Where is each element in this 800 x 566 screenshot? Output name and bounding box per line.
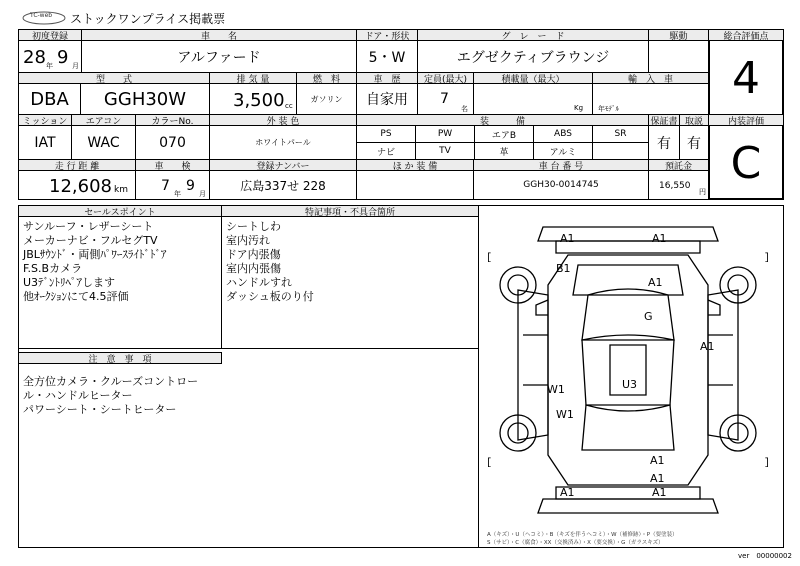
model-year-label: 年ﾓﾃﾞﾙ: [598, 105, 619, 113]
note-item: 室内内張傷: [226, 262, 281, 275]
plate-value: 広島337せ 228: [209, 170, 357, 200]
notes-list: [226, 220, 314, 304]
aircon-value: WAC: [71, 125, 136, 160]
label-aircon: エアコン: [71, 114, 136, 126]
logo: [22, 10, 66, 24]
label-warranty: 保証書: [648, 114, 680, 126]
equip-abs: ABS: [533, 125, 593, 143]
damage-mark: A1: [652, 486, 667, 499]
reg-date-cell: [18, 40, 82, 73]
label-notes: 特記事項・不具合箇所: [221, 205, 479, 217]
caution-item: パワーシート・シートヒーター: [23, 403, 177, 416]
insp-month: 9: [186, 178, 195, 194]
kg-unit: Kg: [574, 104, 584, 112]
label-other-equip: ほ か 装 備: [356, 159, 474, 171]
damage-mark: U3: [622, 378, 638, 391]
damage-mark: A1: [560, 486, 575, 499]
yen-unit: 円: [699, 188, 706, 196]
label-engine: 排 気 量: [209, 72, 297, 84]
damage-mark: A1: [700, 340, 715, 353]
label-door: ドア・形状: [356, 29, 418, 41]
equip-airbag: エアB: [474, 125, 534, 143]
reg-year: 28: [23, 47, 46, 68]
cc-unit: cc: [285, 102, 293, 110]
label-capacity: 定員(最大): [417, 72, 474, 84]
svg-text:[: [: [486, 253, 493, 264]
note-item: ダッシュ板のり付: [226, 290, 314, 303]
label-caution: 注 意 事 項: [18, 352, 222, 364]
displacement: 3,500: [233, 90, 285, 111]
mileage-cell: [18, 170, 136, 200]
capacity-value: 7: [440, 91, 449, 107]
car-name: アルファード: [81, 40, 357, 73]
label-inspection: 車 検: [135, 159, 210, 171]
color-no-value: 070: [135, 125, 210, 160]
caution-item: 全方位カメラ・クルーズコントロー: [23, 375, 199, 388]
month-unit: 月: [72, 62, 79, 70]
damage-mark: A1: [652, 232, 667, 245]
year-unit: 年: [46, 62, 53, 70]
equip-sr: SR: [592, 125, 649, 143]
damage-mark: A1: [560, 232, 575, 245]
label-overall: 総合評価点: [708, 29, 784, 41]
drive-value: [648, 40, 709, 73]
legend-line: S（サビ）・C（腐食）・XX（交換済み）・X（要交換）・G（ガラスキズ）: [487, 540, 664, 546]
mission-value: IAT: [18, 125, 72, 160]
label-mission: ミッション: [18, 114, 72, 126]
label-name: 車 名: [81, 29, 357, 41]
displacement-cell: [209, 83, 297, 115]
sales-point: JBLｻｳﾝﾄﾞ・両側ﾊﾟﾜｰｽﾗｲﾄﾞﾄﾞｱ: [23, 248, 167, 261]
damage-mark: G: [644, 310, 653, 323]
svg-text:]: ]: [764, 458, 771, 469]
sales-points-list: [23, 220, 166, 304]
load-cell: [473, 83, 593, 115]
label-history: 車 歴: [356, 72, 418, 84]
sales-point: メーカーナビ・フルセグTV: [23, 234, 158, 247]
person-unit: 名: [461, 105, 468, 113]
caution-item: ル・ハンドルヒーター: [23, 389, 133, 402]
insp-year-unit: 年: [174, 190, 181, 198]
label-import: 輸 入 車: [592, 72, 709, 84]
svg-text:[: [: [486, 458, 493, 469]
door-shape: 5・W: [356, 40, 418, 73]
label-color-no: カラーNo.: [135, 114, 210, 126]
damage-mark: A1: [650, 472, 665, 485]
insp-month-unit: 月: [199, 190, 206, 198]
warranty-value: 有: [648, 125, 680, 160]
sales-point: F.S.Bカメラ: [23, 262, 83, 275]
label-chassis: 車 台 番 号: [473, 159, 649, 171]
svg-text:]: ]: [764, 253, 771, 264]
damage-mark: B1: [556, 262, 571, 275]
price-value: 16,550: [659, 181, 691, 191]
overall-score: 4: [732, 52, 760, 104]
reg-month: 9: [57, 47, 69, 68]
damage-mark: W1: [556, 408, 574, 421]
label-sales: セールスポイント: [18, 205, 222, 217]
other-equip-value: [356, 170, 474, 200]
model-code: GGH30W: [80, 83, 210, 115]
capacity-cell: [417, 83, 474, 115]
note-item: シートしわ: [226, 220, 281, 233]
chassis-value: GGH30-0014745: [473, 170, 649, 200]
history-value: 自家用: [356, 83, 418, 115]
label-grade: グ レ ー ド: [417, 29, 649, 41]
fuel-value: ガソリン: [296, 83, 357, 115]
label-manual: 取説: [679, 114, 709, 126]
label-exterior: 外 装 色: [209, 114, 357, 126]
equip-ps: PS: [356, 125, 416, 143]
damage-legend: [487, 531, 678, 547]
equip-leather: 革: [474, 142, 534, 160]
label-fuel: 燃 料: [296, 72, 357, 84]
model-prefix: DBA: [18, 83, 81, 115]
label-first-reg: 初度登録: [18, 29, 82, 41]
grade-value: エグゼクティブラウンジ: [417, 40, 649, 73]
equip-pw: PW: [415, 125, 475, 143]
label-drive: 駆動: [648, 29, 709, 41]
sales-point: サンルーフ・レザーシート: [23, 220, 154, 233]
label-interior: 内装評価: [708, 114, 784, 126]
legend-line: A（キズ）・U（ヘコミ）・B（キズを伴うヘコミ）・W（補修跡）・P（要塗装）: [487, 532, 678, 538]
label-equipment: 装 備: [356, 114, 649, 126]
equip-alloy: アルミ: [533, 142, 593, 160]
label-load: 積載量（最大）: [473, 72, 593, 84]
sales-point: U3ﾃﾞﾝﾄﾘﾍﾟｱします: [23, 276, 116, 289]
equip-tv: TV: [415, 142, 475, 160]
caution-list: [23, 375, 198, 417]
equip-empty: [592, 142, 649, 160]
label-type: 型 式: [18, 72, 210, 84]
label-plate: 登録ナンバー: [209, 159, 357, 171]
equip-navi: ナビ: [356, 142, 416, 160]
mileage-value: 12,608: [49, 176, 112, 197]
inspection-cell: [135, 170, 210, 200]
note-item: ハンドルすれ: [226, 276, 292, 289]
insp-year: 7: [161, 178, 170, 194]
logo-text: TC-web: [30, 12, 53, 19]
damage-mark: A1: [650, 454, 665, 467]
note-item: 室内汚れ: [226, 234, 270, 247]
price-cell: [648, 170, 709, 200]
color-value: ホワイトパール: [209, 125, 357, 160]
sales-point: 他ｵｰｸｼｮﾝにて4.5評価: [23, 290, 129, 303]
damage-mark: A1: [648, 276, 663, 289]
import-cell: [592, 83, 709, 115]
page-title: ストックワンプライス掲載票: [70, 12, 226, 26]
manual-value: 有: [679, 125, 709, 160]
label-price: 預託金: [648, 159, 709, 171]
interior-score: C: [730, 137, 762, 189]
damage-mark: W1: [547, 383, 565, 396]
note-item: ドア内張傷: [226, 248, 281, 261]
car-diagram: [478, 205, 784, 548]
label-mileage: 走 行 距 離: [18, 159, 136, 171]
km-unit: km: [114, 185, 128, 195]
version-label: ver 00000002: [738, 552, 792, 560]
